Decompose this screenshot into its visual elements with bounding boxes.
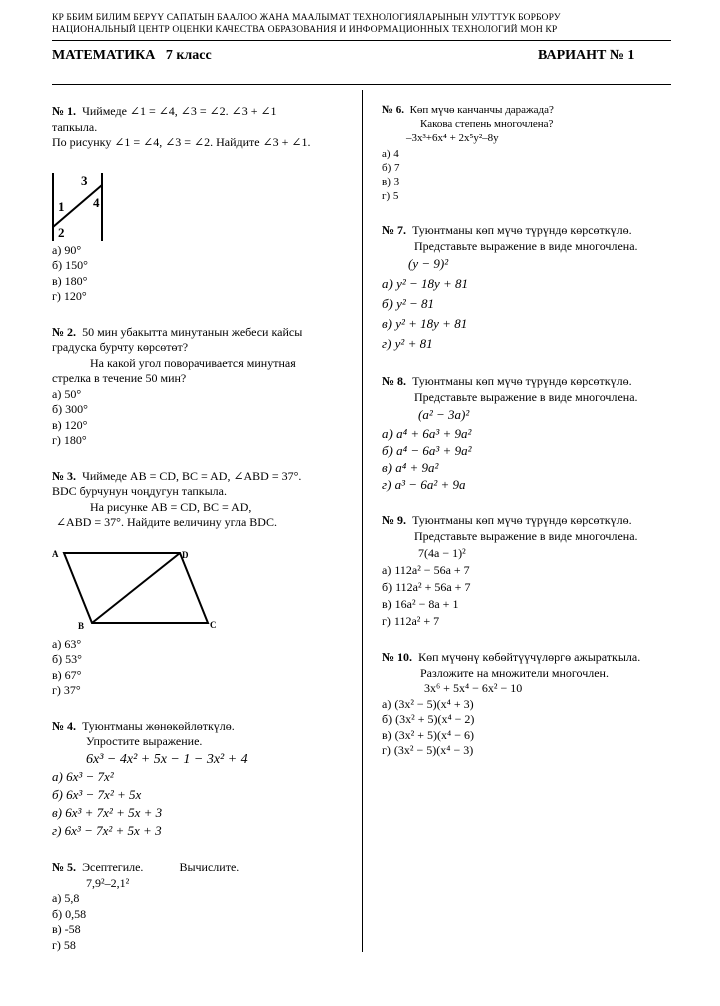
question-3 — [52, 469, 352, 699]
answer-option[interactable]: г) y² + 81 — [382, 336, 433, 351]
vertex-label: D — [182, 549, 189, 560]
answer-option[interactable]: а) 5,8 — [52, 891, 80, 905]
question-text-ky: Туюнтманы жөнөкөйлөткүлө. — [82, 718, 235, 733]
question-text-ky: Эсептегиле. — [82, 860, 144, 874]
math-expression: (a² − 3a)² — [418, 407, 470, 422]
answer-option[interactable]: б) a⁴ − 6a³ + 9a² — [382, 443, 472, 458]
question-number: № 8. — [382, 374, 407, 388]
figure-angles — [52, 171, 112, 243]
answer-option[interactable]: б) 6x³ − 7x² + 5x — [52, 787, 142, 802]
question-text-ru: Представьте выражение в виде многочлена. — [414, 238, 638, 253]
question-number: № 9. — [382, 513, 407, 527]
question-6 — [382, 103, 682, 203]
answer-option[interactable]: г) 37° — [52, 683, 81, 697]
question-text-ru: Представьте выражение в виде многочлена. — [414, 389, 638, 404]
answer-option[interactable]: б) 150° — [52, 258, 88, 272]
question-number: № 1. — [52, 104, 77, 118]
question-text-ky: Көп мүчөнү көбөйтүүчүлөргө ажыраткыла. — [418, 650, 641, 664]
answer-option[interactable]: в) 120° — [52, 417, 88, 432]
answer-option[interactable]: г) 6x³ − 7x² + 5x + 3 — [52, 823, 162, 838]
question-7 — [382, 223, 682, 354]
question-text-ru: Представьте выражение в виде многочлена. — [414, 528, 638, 543]
question-text-ky: Чиймеде ∠1 = ∠4, ∠3 = ∠2. ∠3 + ∠1 — [82, 104, 277, 118]
answer-option[interactable]: в) 16a² − 8a + 1 — [382, 597, 459, 611]
answer-option[interactable]: а) 112a² − 56a + 7 — [382, 563, 470, 577]
question-text-ky: Көп мүчө канчанчы даражада? — [409, 104, 554, 116]
math-expression: 7,9²–2,1² — [86, 875, 130, 890]
answer-option[interactable]: г) 120° — [52, 289, 87, 303]
answer-option[interactable]: а) 4 — [382, 148, 399, 160]
question-8 — [382, 374, 682, 493]
header-rule-bottom — [52, 84, 671, 85]
answer-option[interactable]: в) 180° — [52, 273, 88, 288]
answer-option[interactable]: б) 112a² + 56a + 7 — [382, 580, 471, 594]
question-number: № 6. — [382, 104, 405, 116]
left-column — [52, 104, 352, 953]
question-text-ru: ∠ABD = 37°. Найдите величину угла BDC. — [56, 515, 277, 529]
math-expression: –3x³+6x⁴ + 2x⁵y²–8y — [406, 132, 499, 144]
math-expression: 7(4a − 1)² — [418, 546, 466, 560]
question-number: № 10. — [382, 650, 413, 664]
question-text-ru: По рисунку ∠1 = ∠4, ∠3 = ∠2. Найдите ∠3 + ∠1. — [52, 135, 311, 149]
answer-option[interactable]: а) 63° — [52, 636, 82, 651]
answer-option[interactable]: г) 180° — [52, 433, 87, 447]
answer-option[interactable]: а) 6x³ − 7x² — [52, 769, 114, 784]
question-text-ru: Упростите выражение. — [86, 734, 203, 748]
question-text-ru: На какой угол поворачивается минутная — [90, 355, 296, 370]
question-number: № 3. — [52, 468, 77, 483]
answer-option[interactable]: г) 112a² + 7 — [382, 614, 440, 628]
question-9 — [382, 513, 682, 630]
answer-option[interactable]: б) y² − 81 — [382, 296, 435, 311]
question-number: № 4. — [52, 718, 77, 733]
question-text-ru: Разложите на множители многочлен. — [420, 665, 609, 680]
header-rule-top — [52, 40, 671, 41]
question-10 — [382, 650, 682, 759]
answer-option[interactable]: в) -58 — [52, 922, 81, 936]
question-5 — [52, 860, 352, 953]
answer-option[interactable]: б) 0,58 — [52, 906, 87, 921]
math-expression: 6x³ − 4x² + 5x − 1 − 3x² + 4 — [86, 751, 248, 767]
question-text-ru: стрелка в течение 50 мин? — [52, 371, 187, 385]
answer-option[interactable]: в) y² + 18y + 81 — [382, 316, 468, 331]
answer-option[interactable]: а) y² − 18y + 81 — [382, 276, 469, 291]
answer-option[interactable]: в) 3 — [382, 176, 400, 188]
question-number: № 7. — [382, 223, 407, 237]
angle-label: 2 — [58, 224, 65, 240]
header-org-ru: НАЦИОНАЛЬНЫЙ ЦЕНТР ОЦЕНКИ КАЧЕСТВА ОБРАЗОВАНИЯ И ИНФОРМАЦИОННЫХ ТЕХНОЛОГИЙ МОН КР — [52, 24, 558, 35]
question-text-ky: градуска бурчту көрсөтөт? — [52, 340, 189, 354]
question-text-ky: тапкыла. — [52, 119, 98, 134]
question-text-ky: Туюнтманы көп мүчө түрүндө көрсөткүлө. — [412, 374, 632, 388]
figure-parallelogram — [52, 549, 232, 633]
answer-option[interactable]: в) a⁴ + 9a² — [382, 460, 439, 475]
question-text-ky: 50 мин убакытта минутанын жебеси кайсы — [82, 324, 303, 339]
question-text-ru: Какова степень многочлена? — [420, 118, 554, 130]
question-text-ky: BDC бурчунун чоңдугун тапкыла. — [52, 484, 227, 498]
subject-title: МАТЕМАТИКА 7 класс — [52, 48, 212, 63]
header-org-ky: КР ББИМ БИЛИМ БЕРҮҮ САПАТЫН БААЛОО ЖАНА МААЛЫМАТ ТЕХНОЛОГИЯЛАРЫНЫН УЛУТТУК БОРБОРУ — [52, 12, 561, 23]
answer-option[interactable]: а) a⁴ + 6a³ + 9a² — [382, 426, 472, 441]
column-divider — [362, 90, 363, 952]
answer-option[interactable]: а) 90° — [52, 242, 82, 257]
answer-option[interactable]: б) 53° — [52, 652, 82, 666]
answer-option[interactable]: б) 300° — [52, 402, 88, 416]
math-expression: (y − 9)² — [408, 256, 449, 271]
answer-option[interactable]: г) 58 — [52, 937, 76, 952]
answer-option[interactable]: б) (3x² + 5)(x⁴ − 2) — [382, 712, 475, 726]
answer-option[interactable]: а) (3x² − 5)(x⁴ + 3) — [382, 696, 474, 711]
question-2 — [52, 325, 352, 449]
question-1 — [52, 104, 352, 305]
vertex-label: B — [78, 620, 85, 631]
question-text-ru: Вычислите. — [179, 860, 240, 874]
math-expression: 3x⁶ + 5x⁴ − 6x² − 10 — [424, 681, 523, 695]
angle-label: 1 — [58, 198, 65, 214]
question-number: № 2. — [52, 324, 77, 339]
question-4 — [52, 719, 352, 841]
answer-option[interactable]: в) 67° — [52, 667, 82, 682]
answer-option[interactable]: а) 50° — [52, 386, 82, 401]
vertex-label: C — [210, 619, 217, 630]
answer-option[interactable]: г) 5 — [382, 190, 399, 202]
angle-label: 3 — [81, 172, 88, 188]
variant-title: ВАРИАНТ № 1 — [538, 48, 635, 63]
answer-option[interactable]: г) a³ − 6a² + 9a — [382, 477, 466, 492]
answer-option[interactable]: в) (3x² + 5)(x⁴ − 6) — [382, 727, 474, 742]
angle-label: 4 — [93, 194, 100, 210]
answer-option[interactable]: г) (3x² − 5)(x⁴ − 3) — [382, 743, 474, 757]
answer-option[interactable]: в) 6x³ + 7x² + 5x + 3 — [52, 805, 163, 820]
vertex-label: A — [52, 548, 59, 559]
right-column — [382, 103, 682, 759]
question-text-ky: Туюнтманы көп мүчө түрүндө көрсөткүлө. — [412, 513, 632, 527]
question-text-ky: Туюнтманы көп мүчө түрүндө көрсөткүлө. — [412, 223, 632, 237]
question-text-ky: Чиймеде AB = CD, BC = AD, ∠ABD = 37°. — [82, 468, 302, 483]
question-text-ru: На рисунке AB = CD, BC = AD, — [90, 499, 252, 514]
question-number: № 5. — [52, 860, 77, 874]
answer-option[interactable]: б) 7 — [382, 162, 400, 174]
